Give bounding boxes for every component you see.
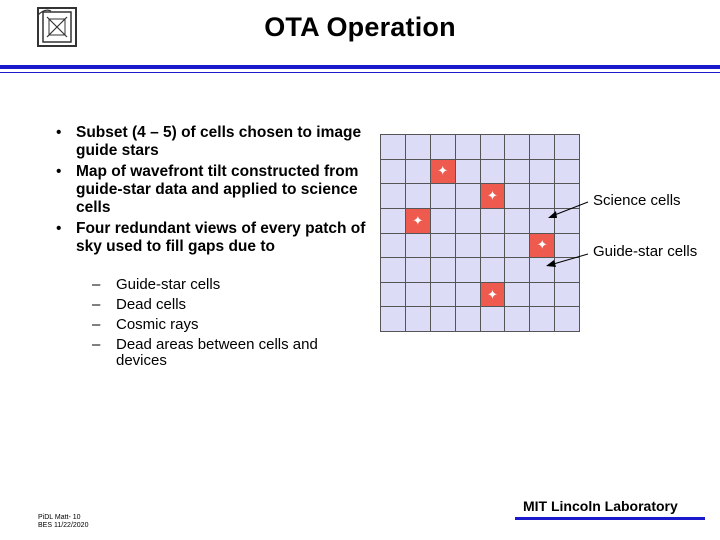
guide-star-cell <box>481 184 505 208</box>
science-cell <box>481 258 505 282</box>
bullet-list <box>56 124 374 259</box>
science-cell <box>481 135 505 159</box>
science-cell <box>530 160 554 184</box>
science-cell <box>381 184 405 208</box>
science-cell <box>456 184 480 208</box>
science-cell <box>505 258 529 282</box>
science-cell <box>456 307 480 331</box>
guide-star-icon: ✦ <box>536 237 548 253</box>
science-cell <box>431 234 455 258</box>
science-cell <box>530 209 554 233</box>
org-name: MIT Lincoln Laboratory <box>523 498 678 514</box>
science-cell <box>406 184 430 208</box>
science-cell <box>381 258 405 282</box>
science-cell <box>431 184 455 208</box>
science-cell <box>555 184 579 208</box>
ota-cell-grid <box>380 134 580 332</box>
science-cell <box>406 234 430 258</box>
science-cells-label: Science cells <box>593 192 681 209</box>
science-cell <box>505 283 529 307</box>
science-cell <box>406 307 430 331</box>
science-cell <box>456 283 480 307</box>
science-cell <box>381 160 405 184</box>
bullet-dot-icon: • <box>56 163 62 180</box>
science-cell <box>505 209 529 233</box>
guide-star-cell <box>481 283 505 307</box>
science-cell <box>555 307 579 331</box>
science-cell <box>481 234 505 258</box>
slide-id: PiDL Matt- 10 BES 11/22/2020 <box>38 514 89 529</box>
bullet-item: • Map of wavefront tilt constructed from guide-star data and applied to science cells <box>56 163 359 216</box>
guide-star-cell <box>530 234 554 258</box>
guide-star-icon: ✦ <box>486 188 498 204</box>
science-cell <box>381 234 405 258</box>
bullet-dot-icon: • <box>56 220 62 237</box>
science-cell <box>555 283 579 307</box>
sub-bullet-item: – Dead areas between cells and devices <box>92 336 318 369</box>
science-cell <box>431 307 455 331</box>
science-cell <box>381 307 405 331</box>
science-cell <box>505 234 529 258</box>
bullet-item: • Four redundant views of every patch of sky used to fill gaps due to <box>56 220 366 255</box>
header-rule-thin <box>0 72 720 73</box>
science-cell <box>406 258 430 282</box>
science-cell <box>381 209 405 233</box>
guide-star-icon: ✦ <box>486 286 498 302</box>
science-cell <box>555 209 579 233</box>
dash-icon: – <box>92 336 101 353</box>
dash-icon: – <box>92 296 101 313</box>
science-cell <box>530 283 554 307</box>
science-cell <box>505 307 529 331</box>
guide-star-icon: ✦ <box>412 212 424 228</box>
guide-star-icon: ✦ <box>437 163 449 179</box>
science-cell <box>456 209 480 233</box>
dash-icon: – <box>92 316 101 333</box>
science-cell <box>530 135 554 159</box>
science-cell <box>505 160 529 184</box>
guide-star-cells-label: Guide-star cells <box>593 243 698 260</box>
science-cell <box>431 209 455 233</box>
science-cell <box>481 160 505 184</box>
sub-bullet-list <box>92 277 362 373</box>
science-cell <box>555 160 579 184</box>
science-cell <box>431 258 455 282</box>
sub-bullet-item: – Cosmic rays <box>92 316 199 333</box>
guide-star-cell <box>431 160 455 184</box>
sub-bullet-item: – Dead cells <box>92 296 187 313</box>
sub-bullet-item: – Guide-star cells <box>92 276 221 293</box>
science-cell <box>530 307 554 331</box>
science-cell <box>456 258 480 282</box>
science-cell <box>431 283 455 307</box>
bullet-dot-icon: • <box>56 124 62 141</box>
science-cell <box>456 234 480 258</box>
science-cell <box>381 135 405 159</box>
footer-rule <box>515 517 705 520</box>
science-cell <box>555 258 579 282</box>
science-cell <box>406 283 430 307</box>
science-cell <box>481 209 505 233</box>
guide-star-cell <box>406 209 430 233</box>
science-cell <box>406 135 430 159</box>
science-cell <box>406 160 430 184</box>
dash-icon: – <box>92 276 101 293</box>
science-cell <box>505 184 529 208</box>
science-cell <box>530 258 554 282</box>
science-cell <box>481 307 505 331</box>
page-title: OTA Operation <box>264 12 456 42</box>
bullet-item: • Subset (4 – 5) of cells chosen to image guide stars <box>56 124 362 159</box>
science-cell <box>381 283 405 307</box>
science-cell <box>555 135 579 159</box>
science-cell <box>456 135 480 159</box>
science-cell <box>505 135 529 159</box>
header-rule-thick <box>0 65 720 69</box>
science-cell <box>555 234 579 258</box>
science-cell <box>456 160 480 184</box>
science-cell <box>431 135 455 159</box>
science-cell <box>530 184 554 208</box>
